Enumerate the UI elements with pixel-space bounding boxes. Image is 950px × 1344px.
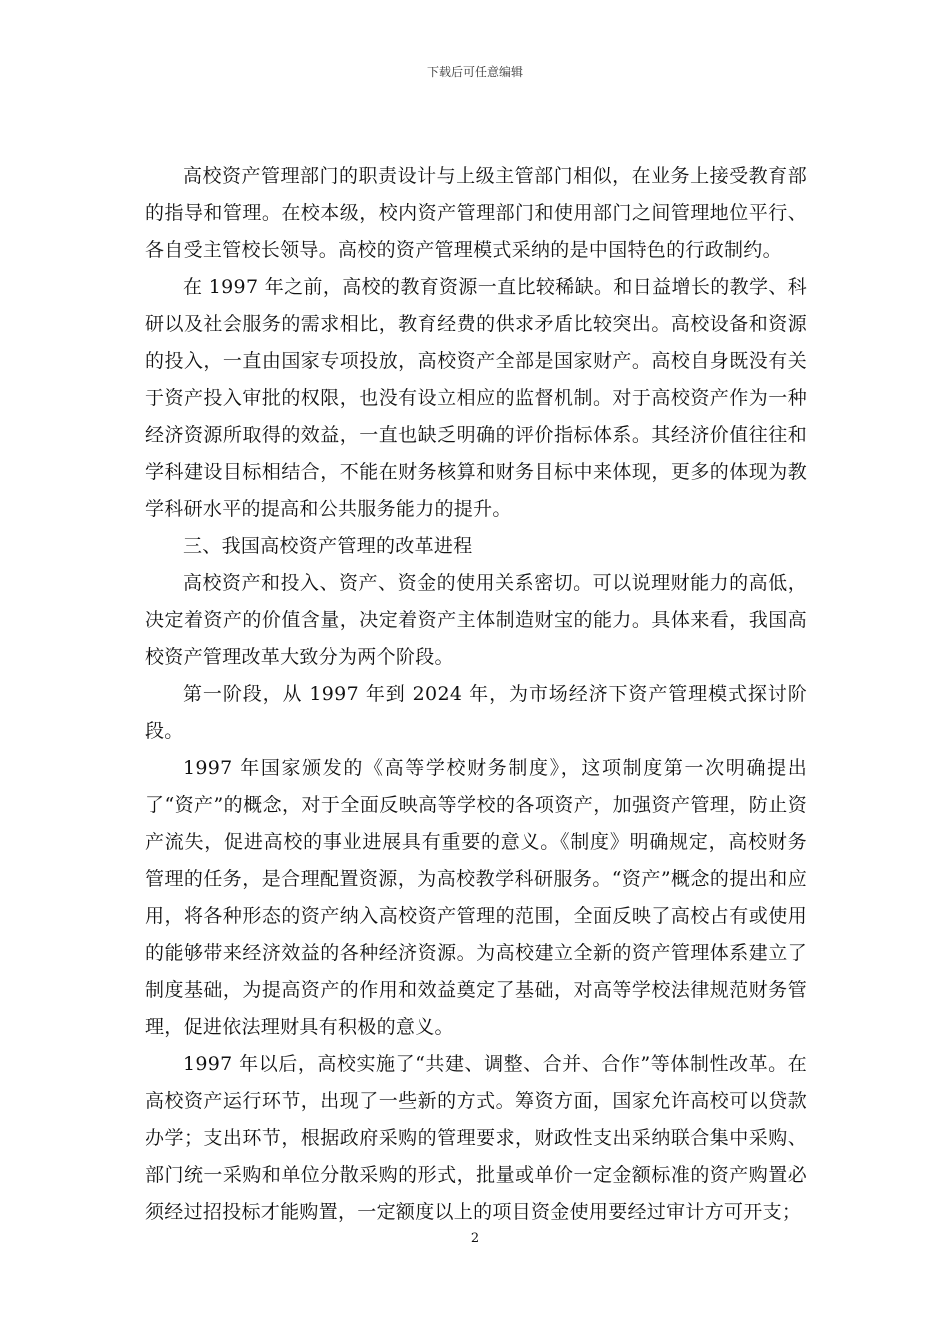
paragraph-after-1997: 1997 年以后，高校实施了“共建、调整、合并、合作”等体制性改革。在高校资产运行环节，出现了一些新的方式。筹资方面，国家允许高校可以贷款办学；支出环节，根据政府采购的管理要求，财政性支出采纳联合集中采购、部门统一采购和单位分散采购的形式，批量或单价一定金额标准的资产购置必须经过招投标才能购置，一定额度以上的项目资金使用要经过审计方可开支； [145,1053,807,1223]
section-heading-reform-process: 三、我国高校资产管理的改革进程 [183,535,473,557]
page-header: 下载后可任意编辑 [426,65,523,79]
document-body [145,158,807,1231]
paragraph-reform-overview: 高校资产和投入、资产、资金的使用关系密切。可以说理财能力的高低，决定着资产的价值含量，决定着资产主体制造财宝的能力。具体来看，我国高校资产管理改革大致分为两个阶段。 [145,572,807,668]
paragraph-first-stage: 第一阶段，从 1997 年到 2024 年，为市场经济下资产管理模式探讨阶段。 [145,683,807,742]
paragraph-before-1997: 在 1997 年之前，高校的教育资源一直比较稀缺。和日益增长的教学、科研以及社会服务的需求相比，教育经费的供求矛盾比较突出。高校设备和资源的投入，一直由国家专项投放，高校资产全部是国家财产。高校自身既没有关于资产投入审批的权限，也没有设立相应的监督机制。对于高校资产作为一种经济资源所取得的效益，一直也缺乏明确的评价指标体系。其经济价值往往和学科建设目标相结合，不能在财务核算和财务目标中来体现，更多的体现为教学科研水平的提高和公共服务能力的提升。 [145,276,807,520]
paragraph-management-structure: 高校资产管理部门的职责设计与上级主管部门相似，在业务上接受教育部的指导和管理。在校本级，校内资产管理部门和使用部门之间管理地位平行、各自受主管校长领导。高校的资产管理模式采纳的是中国特色的行政制约。 [145,165,807,261]
page-number: 2 [470,1231,480,1246]
paragraph-1997-regulation: 1997 年国家颁发的《高等学校财务制度》，这项制度第一次明确提出了“资产”的概念，对于全面反映高等学校的各项资产，加强资产管理，防止资产流失，促进高校的事业进展具有重要的意义。《制度》明确规定，高校财务管理的任务，是合理配置资源，为高校教学科研服务。“资产”概念的提出和应用，将各种形态的资产纳入高校资产管理的范围，全面反映了高校占有或使用的能够带来经济效益的各种经济资源。为高校建立全新的资产管理体系建立了制度基础，为提高资产的作用和效益奠定了基础，对高等学校法律规范财务管理，促进依法理财具有积极的意义。 [145,757,807,1038]
